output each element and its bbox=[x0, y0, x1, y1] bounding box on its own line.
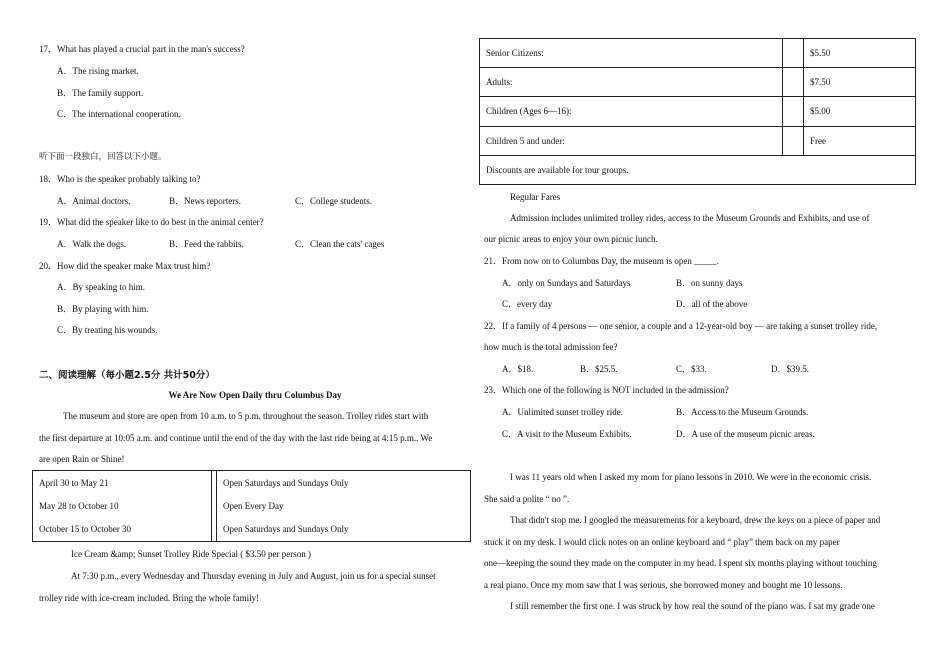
q20-option-b: B．By playing with him. bbox=[57, 304, 149, 314]
intro-line-2: the first departure at 10:05 a.m. and continue until the end of the day with the last ride being at 4:15 p.m.. We bbox=[39, 433, 433, 443]
schedule-status: Open Every Day bbox=[217, 494, 471, 518]
fare-price: $5.00 bbox=[804, 97, 916, 126]
q22-option-b: B．$25.5. bbox=[580, 364, 618, 374]
fares-table bbox=[479, 38, 916, 185]
q22-option-d: D．$39.5. bbox=[771, 364, 809, 374]
fare-spacer bbox=[783, 39, 804, 68]
admission-line-2: our picnic areas to enjoy your own picnic lunch. bbox=[484, 234, 658, 244]
fare-spacer bbox=[783, 68, 804, 97]
q17-option-a: A．The rising market. bbox=[57, 66, 139, 76]
fare-label: Senior Citizens: bbox=[480, 39, 783, 68]
discount-note: Discounts are available for tour groups. bbox=[480, 155, 916, 184]
schedule-row bbox=[33, 518, 471, 542]
fare-row bbox=[480, 68, 916, 97]
regular-fares-label: Regular Fares bbox=[510, 192, 561, 202]
q21-option-c: C．every day bbox=[502, 299, 553, 309]
q22-option-a: A．$18. bbox=[502, 364, 534, 374]
schedule-dates: May 28 to October 10 bbox=[33, 494, 212, 518]
fare-row bbox=[480, 126, 916, 155]
story-line-3: That didn't stop me. I googled the measurements for a keyboard, drew the keys on a piece of paper and bbox=[510, 515, 881, 525]
admission-line-1: Admission includes unlimited trolley rides, access to the Museum Grounds and Exhibits, and use of bbox=[510, 213, 870, 223]
section-heading: 二、阅读理解（每小题2.5分 共计50分） bbox=[39, 370, 215, 381]
q19-option-b: B．Feed the rabbits. bbox=[169, 239, 244, 249]
story-line-6: a real piano. Once my mom saw that I was serious, she borrowed money and bought me 10 lessons. bbox=[484, 580, 843, 590]
q20-option-c: C．By treating his wounds. bbox=[57, 325, 158, 335]
schedule-status: Open Saturdays and Sundays Only bbox=[217, 518, 471, 542]
story-line-2: She said a polite “ no ”. bbox=[484, 494, 570, 504]
schedule-table bbox=[32, 470, 471, 542]
q18-option-b: B．News reporters. bbox=[169, 196, 241, 206]
schedule-row bbox=[33, 494, 471, 518]
q18-stem: 18．Who is the speaker probably talking to? bbox=[39, 174, 201, 184]
special-line-2: trolley ride with ice-cream included. Bring the whole family! bbox=[39, 593, 260, 603]
special-line-1: At 7:30 p.m., every Wednesday and Thursday evening in July and August, join us for a special sunset bbox=[71, 571, 436, 581]
q17-stem: 17．What has played a crucial part in the man's success? bbox=[39, 44, 245, 54]
fare-row bbox=[480, 97, 916, 126]
listening-instruction: 听下面一段独白，回答以下小题。 bbox=[39, 152, 167, 162]
story-line-7: I still remember the first one. I was struck by how real the sound of the piano was. I sat my grade one bbox=[510, 601, 875, 611]
q17-option-b: B．The family support. bbox=[57, 88, 144, 98]
schedule-dates: October 15 to October 30 bbox=[33, 518, 212, 542]
fare-row bbox=[480, 39, 916, 68]
q20-stem: 20．How did the speaker make Max trust him? bbox=[39, 261, 211, 271]
q21-option-b: B．on sunny days bbox=[676, 278, 743, 288]
q21-option-a: A．only on Sundays and Saturdays bbox=[502, 278, 631, 288]
schedule-status: Open Saturdays and Sundays Only bbox=[217, 471, 471, 495]
fare-spacer bbox=[783, 126, 804, 155]
q19-stem: 19．What did the speaker like to do best in the animal center? bbox=[39, 217, 264, 227]
q23-option-a: A．Unlimited sunset trolley ride. bbox=[502, 407, 623, 417]
q21-stem: 21．From now on to Columbus Day, the museum is open _____. bbox=[484, 256, 719, 266]
q19-option-a: A．Walk the dogs. bbox=[57, 239, 127, 249]
special-title: Ice Cream &amp; Sunset Trolley Ride Special ( $3.50 per person ) bbox=[71, 549, 311, 559]
fare-price: $7.50 bbox=[804, 68, 916, 97]
q23-option-b: B．Access to the Museum Grounds. bbox=[676, 407, 809, 417]
fare-label: Children 5 and under: bbox=[480, 126, 783, 155]
q22-stem-line-2: how much is the total admission fee? bbox=[484, 342, 618, 352]
intro-line-3: are open Rain or Shine! bbox=[39, 454, 125, 464]
q19-option-c: C．Clean the cats' cages bbox=[295, 239, 385, 249]
fare-price: Free bbox=[804, 126, 916, 155]
q23-stem: 23．Which one of the following is NOT included in the admission? bbox=[484, 385, 729, 395]
story-line-1: I was 11 years old when I asked my mom for piano lessons in 2010. We were in the economic crisis. bbox=[510, 472, 872, 482]
schedule-dates: April 30 to May 21 bbox=[33, 471, 212, 495]
q20-option-a: A．By speaking to him. bbox=[57, 282, 145, 292]
q17-option-c: C．The international cooperation. bbox=[57, 109, 181, 119]
intro-line-1: The museum and store are open from 10 a.m. to 5 p.m. throughout the season. Trolley rides start with bbox=[63, 411, 429, 421]
q23-option-d: D．A use of the museum picnic areas. bbox=[676, 429, 815, 439]
story-line-4: stuck it on my desk. I would click notes on an online keyboard and “ play” them back on my paper bbox=[484, 537, 840, 547]
fare-spacer bbox=[783, 97, 804, 126]
fare-label: Adults: bbox=[480, 68, 783, 97]
schedule-row bbox=[33, 471, 471, 495]
story-line-5: one—keeping the sound they made on the computer in my head. I spent six months playing without touching bbox=[484, 558, 877, 568]
passage-title: We Are Now Open Daily thru Columbus Day bbox=[168, 390, 342, 400]
fare-row bbox=[480, 155, 916, 184]
fare-price: $5.50 bbox=[804, 39, 916, 68]
q23-option-c: C．A visit to the Museum Exhibits. bbox=[502, 429, 632, 439]
fare-label: Children (Ages 6—16): bbox=[480, 97, 783, 126]
q22-stem-line-1: 22．If a family of 4 persons — one senior, a couple and a 12-year-old boy — are taking a sunset trolley ride, bbox=[484, 321, 878, 331]
q18-option-a: A．Animal doctors. bbox=[57, 196, 131, 206]
q21-option-d: D．all of the above bbox=[676, 299, 748, 309]
q22-option-c: C．$33. bbox=[676, 364, 707, 374]
q18-option-c: C．College students. bbox=[295, 196, 372, 206]
